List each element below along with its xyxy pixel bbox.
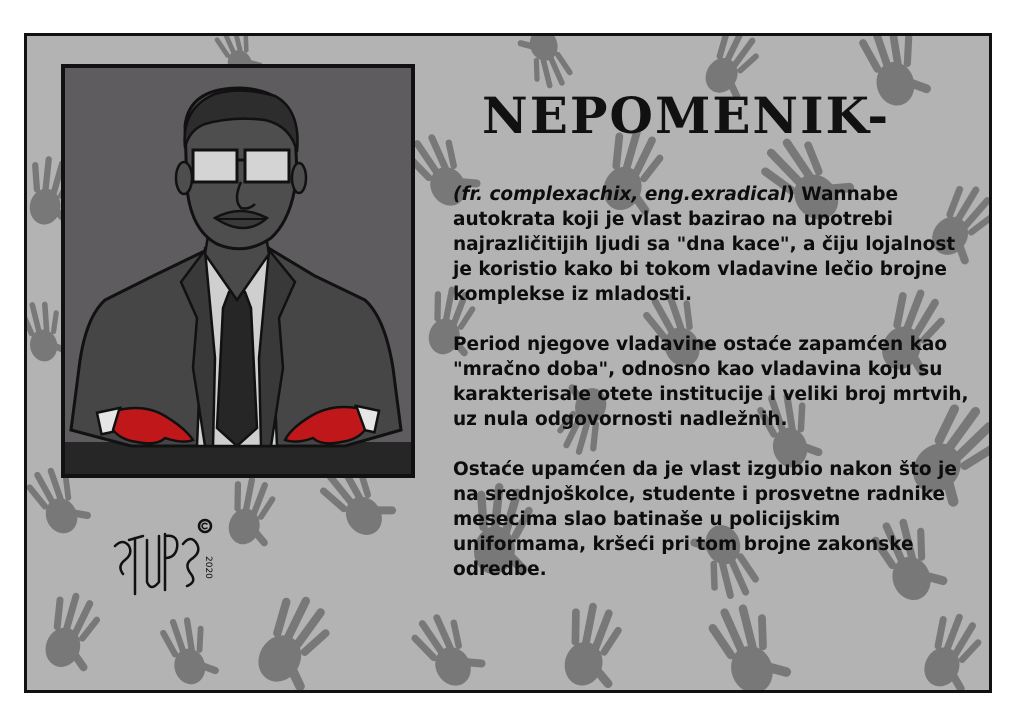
tie [217,292,257,446]
cartoon-panel [24,33,992,693]
paragraph-2: Period njegove vladavine ostaće zapamćen kao "mračno doba", odnosno kao vladavina koju su karakterisale otete institucije i veliki broj mrtvih, uz nula odgovornosti nadležnih. [453,334,969,430]
etymology: (fr. complexachix, eng.exradical [453,184,787,205]
right-glasses-lens [245,150,289,182]
paragraph-3: Ostaće upamćen da je vlast izgubio nakon što je na srednjoškolce, studente i prosvetne radnike mesecima slao batinaše u policijskim uniformama, kršeći pri tom brojne zakonske odredbe. [453,459,957,580]
paragraph-1 [453,182,978,307]
man-in-suit-illustration [65,68,411,474]
definition-body: ) Wannabe autokrata koji je vlast bazirao na upotrebi najrazličitijih ljudi sa "dna kace", a čiju lojalnost je koristio kako bi tokom vladavine lečio brojne komplekse iz mladosti. [453,184,956,305]
portrait-frame [61,64,415,478]
page-title: NEPOMENIK- [482,86,891,145]
svg-text:2020: 2020 [203,556,213,579]
definition-text [453,182,978,607]
left-glasses-lens [193,150,237,182]
artist-signature-logo [109,516,219,602]
